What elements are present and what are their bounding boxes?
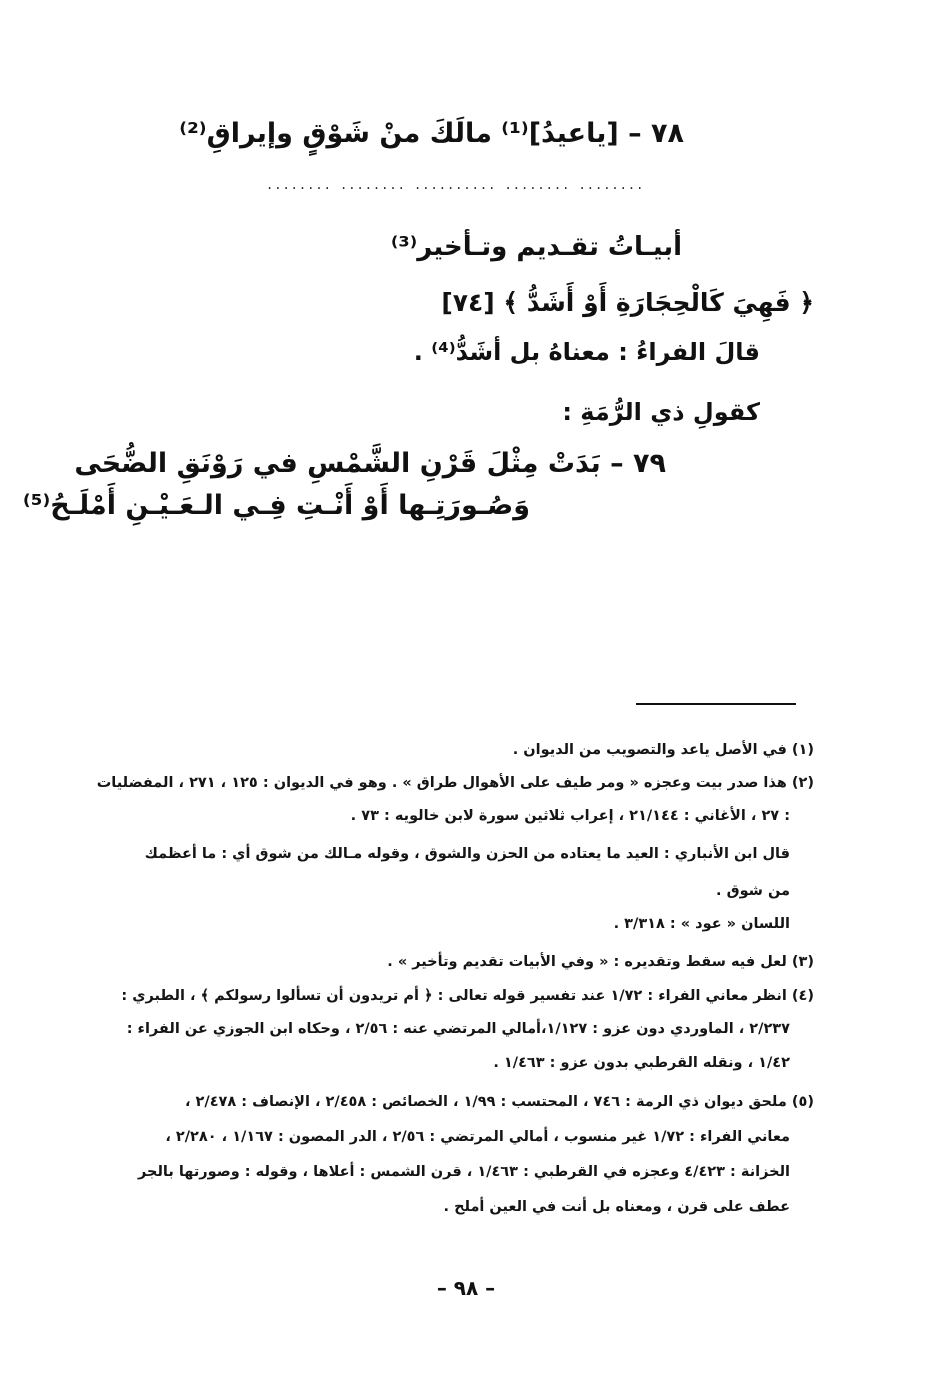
verse-79-second-hemistich: وَصُـورَتِـها أَوْ أَنْـتِ فِـي الـعَـيْـنِ أَمْلَـحُ⁽⁵⁾	[22, 490, 530, 521]
footnote-5: (٥) ملحق ديوان ذي الرمة : ٧٤٦ ، المحتسب : ١/٩٩ ، الخصائص : ٢/٤٥٨ ، الإنصاف : ٢/٤٧٨ ،	[184, 1094, 814, 1110]
footnote-2-note-cont: من شوق .	[716, 883, 790, 899]
verse-79-first-hemistich: ٧٩ – بَدَتْ مِثْلَ قَرْنِ الشَّمْسِ في رَوْنَقِ الضُّحَى	[74, 448, 666, 479]
footnote-4: (٤) انظر معاني الفراء : ١/٧٢ عند تفسير قوله تعالى : ﴿ أم تريدون أن تسألوا رسولكم ﴾ ، الطبري :	[121, 988, 814, 1004]
footnote-1: (١) في الأصل ياعد والتصويب من الديوان .	[512, 742, 814, 758]
footnote-separator	[636, 703, 796, 705]
footnote-5-cont-2: الخزانة : ٤/٤٢٣ وعجزه في القرطبي : ١/٤٦٣ ، قرن الشمس : أعلاها ، وقوله : وصورتها بالجر	[137, 1164, 790, 1180]
section-title: أبيـاتُ تقـديم وتـأخير⁽³⁾	[390, 232, 682, 262]
footnote-2-note: قال ابن الأنباري : العيد ما يعتاده من الحزن والشوق ، وقوله مـالك من شوق أي : ما أعظمك	[144, 846, 790, 862]
footnote-2: (٢) هذا صدر بيت وعجزه « ومر طيف على الأهوال طراق » . وهو في الديوان : ١٢٥ ، ٢٧١ ، المفضليات	[96, 775, 814, 791]
farra-explanation: قالَ الفراءُ : معناهُ بل أشَدُّ⁽⁴⁾ .	[413, 338, 760, 366]
footnote-4-end: ١/٤٢ ، ونقله القرطبي بدون عزو : ١/٤٦٣ .	[493, 1055, 790, 1071]
footnote-2-cont: : ٢٧ ، الأغاني : ٢١/١٤٤ ، إعراب ثلاثين سورة لابن خالويه : ٧٣ .	[350, 808, 790, 824]
page-number: – ٩٨ –	[436, 1276, 496, 1300]
footnote-3: (٣) لعل فيه سقط وتقديره : « وفي الأبيات تقديم وتأخير » .	[387, 954, 814, 970]
quran-quote: ﴿ فَهِيَ كَالْحِجَارَةِ أَوْ أَشَدُّ ﴾ [٧٤]	[441, 288, 814, 317]
footnote-5-cont: معاني الفراء : ١/٧٢ غير منسوب ، أمالي المرتضي : ٢/٥٦ ، الدر المصون : ١/١٦٧ ، ٢/٢٨٠ ،	[165, 1129, 790, 1145]
poet-attribution: كقولِ ذي الرُّمَةِ :	[562, 398, 760, 426]
footnote-4-cont: ٢/٢٣٧ ، الماوردي دون عزو : ١/١٢٧،أمالي المرتضي عنه : ٢/٥٦ ، وحكاه ابن الجوزي عن الفراء :	[126, 1021, 790, 1037]
footnote-2-source: اللسان « عود » : ٣/٣١٨ .	[613, 916, 790, 932]
verse-78: ٧٨ – [ياعيدُ]⁽¹⁾ مالَكَ منْ شَوْقٍ وإيراقِ⁽²⁾	[179, 118, 684, 149]
ellipsis-line: ........ ........ .......... ........ ........	[266, 178, 645, 192]
footnote-5-end: عطف على قرن ، ومعناه بل أنت في العين أملح .	[443, 1199, 790, 1215]
